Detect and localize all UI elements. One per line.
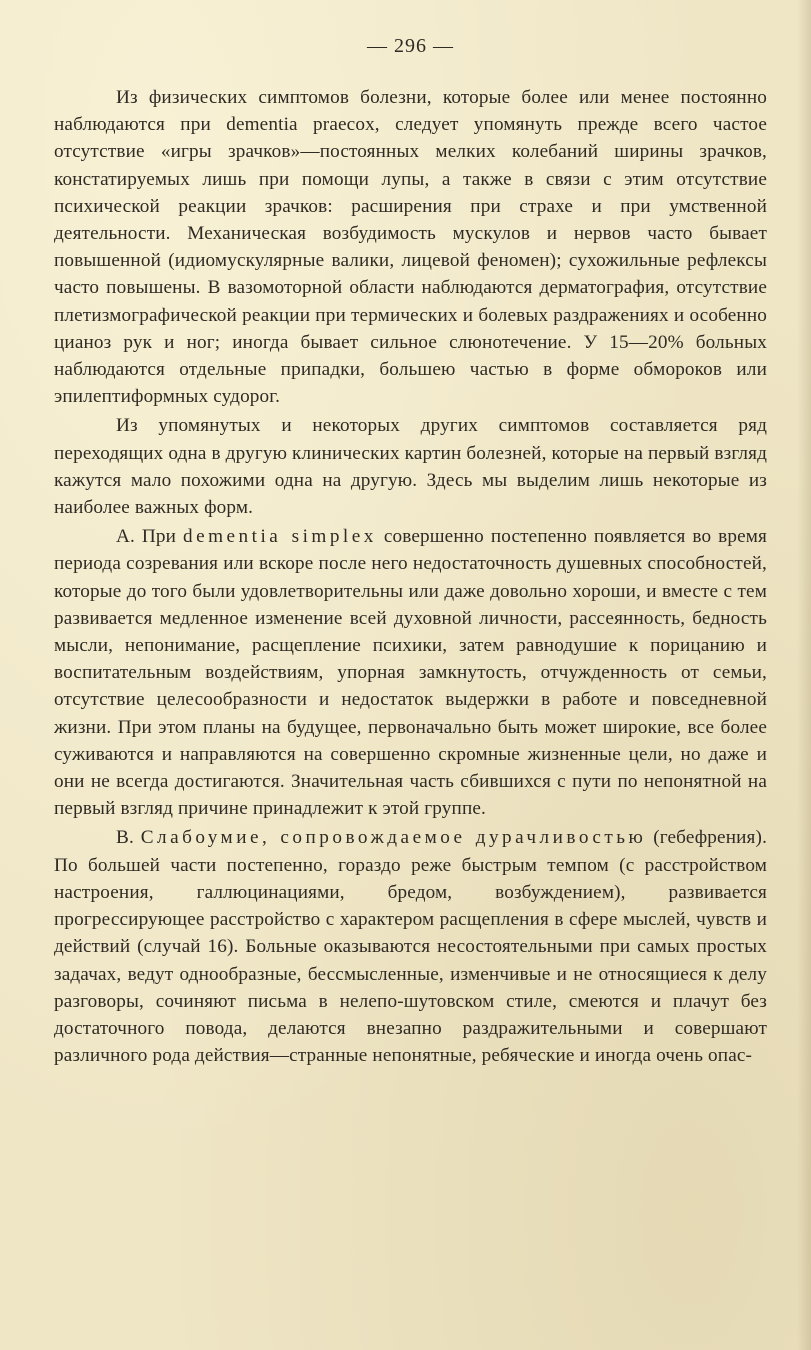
paragraph-text: Из упомянутых и некоторых других симптомов составляется ряд переходящих одна в другую клинических картин болезней, которые на первый взгляд кажутся мало похожими одна на другую. Здесь мы выделим лишь некоторые из наиболее важных форм. [54, 415, 767, 519]
page-number: — 296 — [367, 35, 454, 57]
paragraph-clinical-forms-intro [54, 412, 767, 521]
paragraph-physical-symptoms [54, 84, 767, 410]
paragraph-text: Из физических симптомов болезни, которые более или менее постоянно наблюдаются при dementia praecox, следует упомянуть прежде всего частое отсутствие «игры зрачков»—постоянных мелких колебаний ширины зрачков, констатируемых лишь при помощи лупы, а также в связи с этим отсутствие психической реакции зрачков: расширения при страхе и при умственной деятельности. Механическая возбудимость мускулов и нервов часто бывает повышенной (идиомускулярные валики, лицевой феномен); сухожильные рефлексы часто повышены. В вазомоторной области наблюдаются дерматография, отсутствие плетизмографической реакции при термических и болевых раздражениях и особенно цианоз рук и ног; иногда бывает сильное слюнотечение. У 15—20% больных наблюдаются отдельные припадки, большею частью в форме обмороков или эпилептиформных судорог. [54, 87, 767, 408]
paragraph-spaced-term: dementia simplex [183, 526, 377, 548]
paragraph-text: (гебефрения). По большей части постепенно, гораздо реже быстрым темпом (с расстройством настроения, галлюцинациями, бредом, возбуждением), развивается прогрессирующее расстройство с характером расщепления в сфере мыслей, чувств и действий (случай 16). Больные оказываются несостоятельными при самых простых задачах, ведут однообразные, бессмысленные, изменчивые и не относящиеся к делу разговоры, сочиняют письма в нелепо-шутовском стиле, смеются и плачут без достаточного повода, делаются внезапно раздражительными и совершают различного рода действия—странные непонятные, ребяческие и иногда очень опас- [54, 827, 768, 1067]
page-edge-shadow [797, 0, 811, 1350]
paragraph-lead: А. При [116, 526, 177, 548]
paragraph-spaced-term: Слабоумие, сопровождаемое дурачливостью [140, 827, 647, 849]
paragraph-hebephrenia [54, 824, 767, 1069]
paragraph-lead: В. [116, 827, 134, 849]
paragraph-dementia-simplex [54, 523, 767, 822]
paragraph-text: совершенно постепенно появляется во время периода созревания или вскоре после него недостаточность душевных способностей, которые до того были удовлетворительны или даже довольно хороши, и вместе с тем развивается медленное изменение всей духовной личности, рассеянность, бедность мысли, непонимание, расщепление психики, затем равнодушие к порицанию и воспитательным воздействиям, упорная замкнутость, отчужденность от семьи, отсутствие целесообразности и недостаток выдержки в работе и повседневной жизни. При этом планы на будущее, первоначально быть может широкие, все более суживаются и направляются на совершенно скромные жизненные цели, но даже и они не всегда достигаются. Значительная часть сбившихся с пути по непонятной на первый взгляд причине принадлежит к этой группе. [54, 526, 768, 820]
